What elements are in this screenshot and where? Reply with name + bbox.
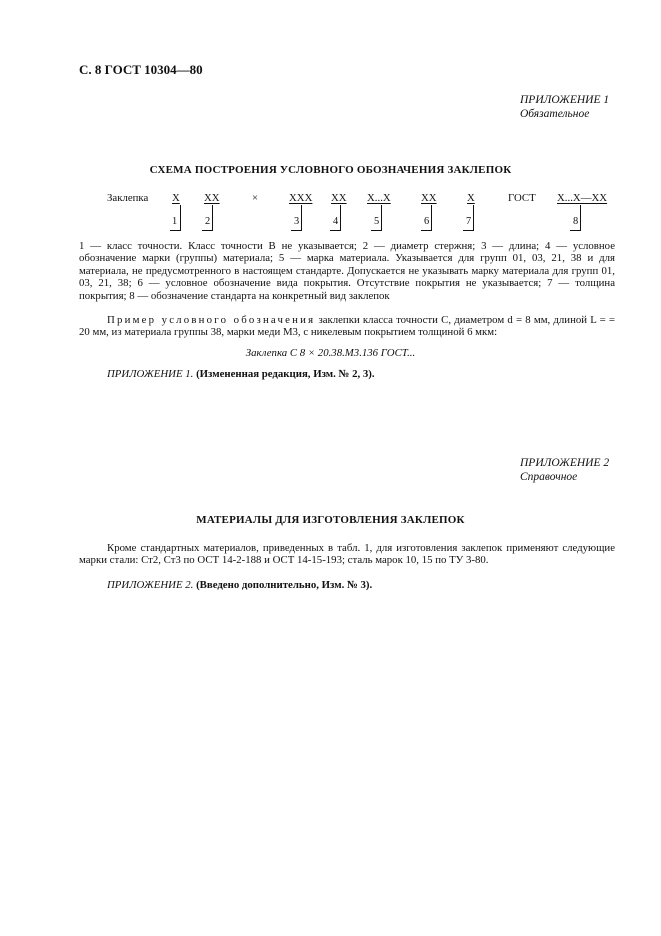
scheme-base-7 bbox=[463, 230, 474, 231]
scheme-number-8: 8 bbox=[573, 216, 579, 227]
scheme-number-7: 7 bbox=[466, 216, 472, 227]
scheme-times: × bbox=[252, 192, 259, 204]
example-text: заклепки класса точности С, диаметром d = 8 мм, длиной L = = 20 мм, из материала группы 38, марки меди М3, с никелевым покрытием толщиной 6 мкм: bbox=[79, 314, 615, 339]
scheme-symbol-8: X...X—XX bbox=[557, 192, 608, 204]
appendix-1-label: ПРИЛОЖЕНИЕ 1 bbox=[520, 94, 610, 106]
appendix-2-title: МАТЕРИАЛЫ ДЛЯ ИЗГОТОВЛЕНИЯ ЗАКЛЕПОК bbox=[196, 514, 465, 526]
appendix-2-note bbox=[107, 579, 372, 591]
appendix-1-note-text: (Измененная редакция, Изм. № 2, 3). bbox=[196, 368, 375, 380]
scheme-symbol-7: X bbox=[467, 192, 475, 204]
scheme-base-2 bbox=[202, 230, 213, 231]
scheme-number-1: 1 bbox=[172, 216, 178, 227]
scheme-base-3 bbox=[291, 230, 302, 231]
example-paragraph bbox=[79, 314, 615, 339]
scheme-leader-4 bbox=[340, 205, 341, 230]
scheme-symbol-6: XX bbox=[421, 192, 437, 204]
scheme-leader-8 bbox=[580, 205, 581, 230]
scheme-base-8 bbox=[570, 230, 581, 231]
scheme-leader-3 bbox=[301, 205, 302, 230]
example-lead: Пример условного обозначения bbox=[107, 314, 316, 326]
scheme-base-4 bbox=[330, 230, 341, 231]
appendix-2-body: Кроме стандартных материалов, приведенных в табл. 1, для изготовления заклепок применяют следующие марки стали: Ст2, Ст3 по ОСТ 14-2-188 и ОСТ 14-15-193; сталь марок 10, 15 по ТУ 3-80. bbox=[79, 542, 615, 567]
appendix-2-status: Справочное bbox=[520, 471, 578, 483]
scheme-base-6 bbox=[421, 230, 432, 231]
scheme-number-4: 4 bbox=[333, 216, 339, 227]
appendix-2-note-text: (Введено дополнительно, Изм. № 3). bbox=[196, 579, 373, 591]
scheme-symbol-1: X bbox=[172, 192, 180, 204]
appendix-1-note-label: ПРИЛОЖЕНИЕ 1. bbox=[107, 368, 194, 380]
scheme-leader-2 bbox=[212, 205, 213, 230]
scheme-word: Заклепка bbox=[107, 192, 149, 204]
scheme-symbol-2: XX bbox=[204, 192, 220, 204]
scheme-number-3: 3 bbox=[294, 216, 300, 227]
appendix-1-title: СХЕМА ПОСТРОЕНИЯ УСЛОВНОГО ОБОЗНАЧЕНИЯ ЗАКЛЕПОК bbox=[149, 164, 512, 176]
scheme-base-5 bbox=[371, 230, 382, 231]
scheme-symbol-4: XX bbox=[331, 192, 347, 204]
appendix-2-note-label: ПРИЛОЖЕНИЕ 2. bbox=[107, 579, 194, 591]
page-header: С. 8 ГОСТ 10304—80 bbox=[79, 62, 203, 77]
scheme-number-6: 6 bbox=[424, 216, 430, 227]
scheme-leader-6 bbox=[431, 205, 432, 230]
scheme-number-5: 5 bbox=[374, 216, 380, 227]
scheme-leader-1 bbox=[180, 205, 181, 230]
appendix-2-label: ПРИЛОЖЕНИЕ 2 bbox=[520, 457, 610, 469]
appendix-1-status: Обязательное bbox=[520, 108, 590, 120]
appendix-1-note bbox=[107, 368, 375, 380]
scheme-number-2: 2 bbox=[205, 216, 211, 227]
scheme-symbol-3: XXX bbox=[289, 192, 313, 204]
scheme-base-1 bbox=[170, 230, 181, 231]
scheme-symbol-5: X...X bbox=[367, 192, 391, 204]
scheme-gost: ГОСТ bbox=[508, 192, 536, 204]
scheme-legend: 1 — класс точности. Класс точности В не указывается; 2 — диаметр стержня; 3 — длина; 4 — условное обозначение марки (группы) материала; 5 — марка материала. Указывается для групп 01, 03, 21, 38 и для материала, не предусмотренного в настоящем стандарте. Допускается не указывать марку материала для групп 01, 03, 21, 38; 6 — условное обозначение вида покрытия. Отсутствие покрытия не указывается; 7 — толщина покрытия; 8 — обозначение стандарта на конкретный вид заклепок bbox=[79, 240, 615, 302]
example-designation: Заклепка С 8 × 20.38.М3.136 ГОСТ... bbox=[245, 347, 416, 359]
scheme-leader-7 bbox=[473, 205, 474, 230]
scheme-leader-5 bbox=[381, 205, 382, 230]
